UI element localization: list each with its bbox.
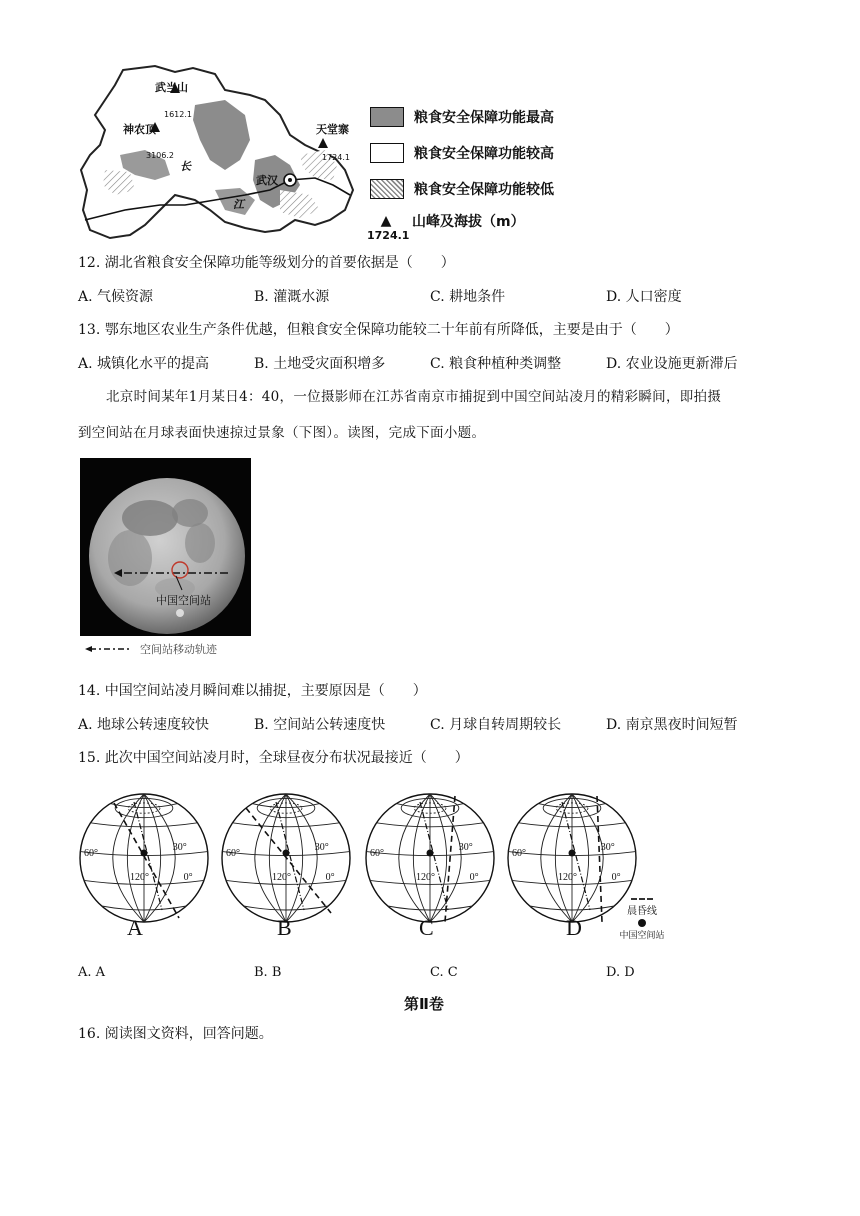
label-120deg: 120° — [272, 872, 291, 883]
peak-elev-shennong: 3106.2 — [146, 151, 174, 160]
moon-graphic — [80, 458, 251, 636]
section-title: 第Ⅱ卷 — [404, 995, 444, 1013]
q15-stem: 15. 此次中国空间站凌月时，全球昼夜分布状况最接近（ ） — [78, 750, 469, 766]
label-30deg: 30° — [600, 842, 615, 853]
peak-triangle-icon: ▲ — [380, 213, 392, 229]
moon-legend-label: 空间站移动轨迹 — [140, 643, 217, 656]
passage-line-1: 北京时间某年1月某日4：40，一位摄影师在江苏省南京市捕捉到中国空间站凌月的精彩瞬间，即拍摄 — [106, 389, 722, 405]
globe-options-figure — [78, 783, 678, 948]
q13-option-a[interactable]: A. 城镇化水平的提高 — [78, 356, 210, 372]
globe-legend — [612, 896, 672, 941]
q15-option-a[interactable]: A. A — [78, 965, 106, 980]
station-legend-label: 中国空间站 — [619, 931, 665, 941]
label-60deg: 60° — [512, 848, 526, 859]
label-0deg: 0° — [325, 872, 335, 883]
label-120deg: 120° — [416, 872, 435, 883]
label-120deg: 120° — [558, 872, 577, 883]
label-0deg: 0° — [611, 872, 621, 883]
label-60deg: 60° — [226, 848, 240, 859]
q13-option-b[interactable]: B. 土地受灾面积增多 — [254, 356, 386, 372]
legend-swatch-gray — [370, 107, 404, 127]
q14-option-a[interactable]: A. 地球公转速度较快 — [78, 717, 210, 733]
q14-stem: 14. 中国空间站凌月瞬间难以捕捉，主要原因是（ ） — [78, 683, 427, 699]
label-120deg: 120° — [130, 872, 149, 883]
station-legend-dot — [638, 919, 646, 927]
passage-line-2: 到空间站在月球表面快速掠过景象（下图）。读图，完成下面小题。 — [78, 425, 486, 441]
station-dot — [141, 850, 148, 857]
q12-option-a[interactable]: A. 气候资源 — [78, 289, 154, 305]
peak-elev-tiantang: 1724.1 — [322, 153, 350, 162]
q15-option-d[interactable]: D. D — [606, 965, 635, 980]
label-0deg: 0° — [183, 872, 193, 883]
peak-marker-tiantang — [318, 138, 328, 148]
peak-label-wudang: 武当山 — [155, 81, 188, 94]
q14-option-c[interactable]: C. 月球自转周期较长 — [430, 717, 562, 733]
peak-label-shennong: 神农顶 — [123, 123, 156, 136]
peak-elev-wudang: 1612.1 — [164, 110, 192, 119]
label-60deg: 60° — [370, 848, 384, 859]
label-60deg: 60° — [84, 848, 98, 859]
globe-letter-d: D — [566, 915, 582, 940]
river-label-chang: 长 — [180, 160, 191, 173]
globe-letter-b: B — [277, 915, 292, 940]
q13-option-d[interactable]: D. 农业设施更新滞后 — [606, 356, 738, 372]
station-dot — [569, 850, 576, 857]
q13-stem: 13. 鄂东地区农业生产条件优越，但粮食安全保障功能较二十年前有所降低，主要是由于（ ） — [78, 322, 679, 338]
moon-legend — [84, 641, 217, 657]
terminator-legend-swatch — [631, 898, 653, 900]
map-legend — [370, 105, 554, 233]
globe-letter-c: C — [419, 915, 434, 940]
q12-option-c[interactable]: C. 耕地条件 — [430, 289, 506, 305]
q16-stem: 16. 阅读图文资料，回答问题。 — [78, 1026, 273, 1042]
q15-option-c[interactable]: C. C — [430, 965, 458, 980]
globe-letter-a: A — [127, 915, 143, 940]
q14-option-d[interactable]: D. 南京黑夜时间短暂 — [606, 717, 738, 733]
legend-swatch-hatched — [370, 179, 404, 199]
moon-photo — [80, 458, 251, 636]
legend-item-highest: 粮食安全保障功能最高 — [370, 105, 554, 129]
city-label-wuhan: 武汉 — [256, 174, 278, 187]
trajectory-legend-arrow — [84, 644, 132, 654]
q15-option-b[interactable]: B. B — [254, 965, 282, 980]
q14-option-b[interactable]: B. 空间站公转速度快 — [254, 717, 386, 733]
q12-option-b[interactable]: B. 灌溉水源 — [254, 289, 330, 305]
label-30deg: 30° — [172, 842, 187, 853]
q12-option-d[interactable]: D. 人口密度 — [606, 289, 682, 305]
label-30deg: 30° — [314, 842, 329, 853]
legend-swatch-white — [370, 143, 404, 163]
peak-label-tiantang: 天堂寨 — [316, 123, 349, 136]
station-dot — [283, 850, 290, 857]
terminator-legend-label: 晨昏线 — [627, 906, 657, 917]
label-30deg: 30° — [458, 842, 473, 853]
q12-stem: 12. 湖北省粮食安全保障功能等级划分的首要依据是（ ） — [78, 255, 455, 271]
legend-item-low: 粮食安全保障功能较低 — [370, 177, 554, 201]
label-0deg: 0° — [469, 872, 479, 883]
legend-item-peak: ▲ 山峰及海拔（m） — [370, 209, 554, 233]
q13-option-c[interactable]: C. 粮食种植种类调整 — [430, 356, 562, 372]
river-label-jiang: 江 — [233, 198, 244, 211]
station-dot — [427, 850, 434, 857]
legend-peak-sample: 1724.1 — [367, 229, 410, 242]
moon-station-label: 中国空间站 — [156, 594, 211, 607]
legend-item-high: 粮食安全保障功能较高 — [370, 141, 554, 165]
